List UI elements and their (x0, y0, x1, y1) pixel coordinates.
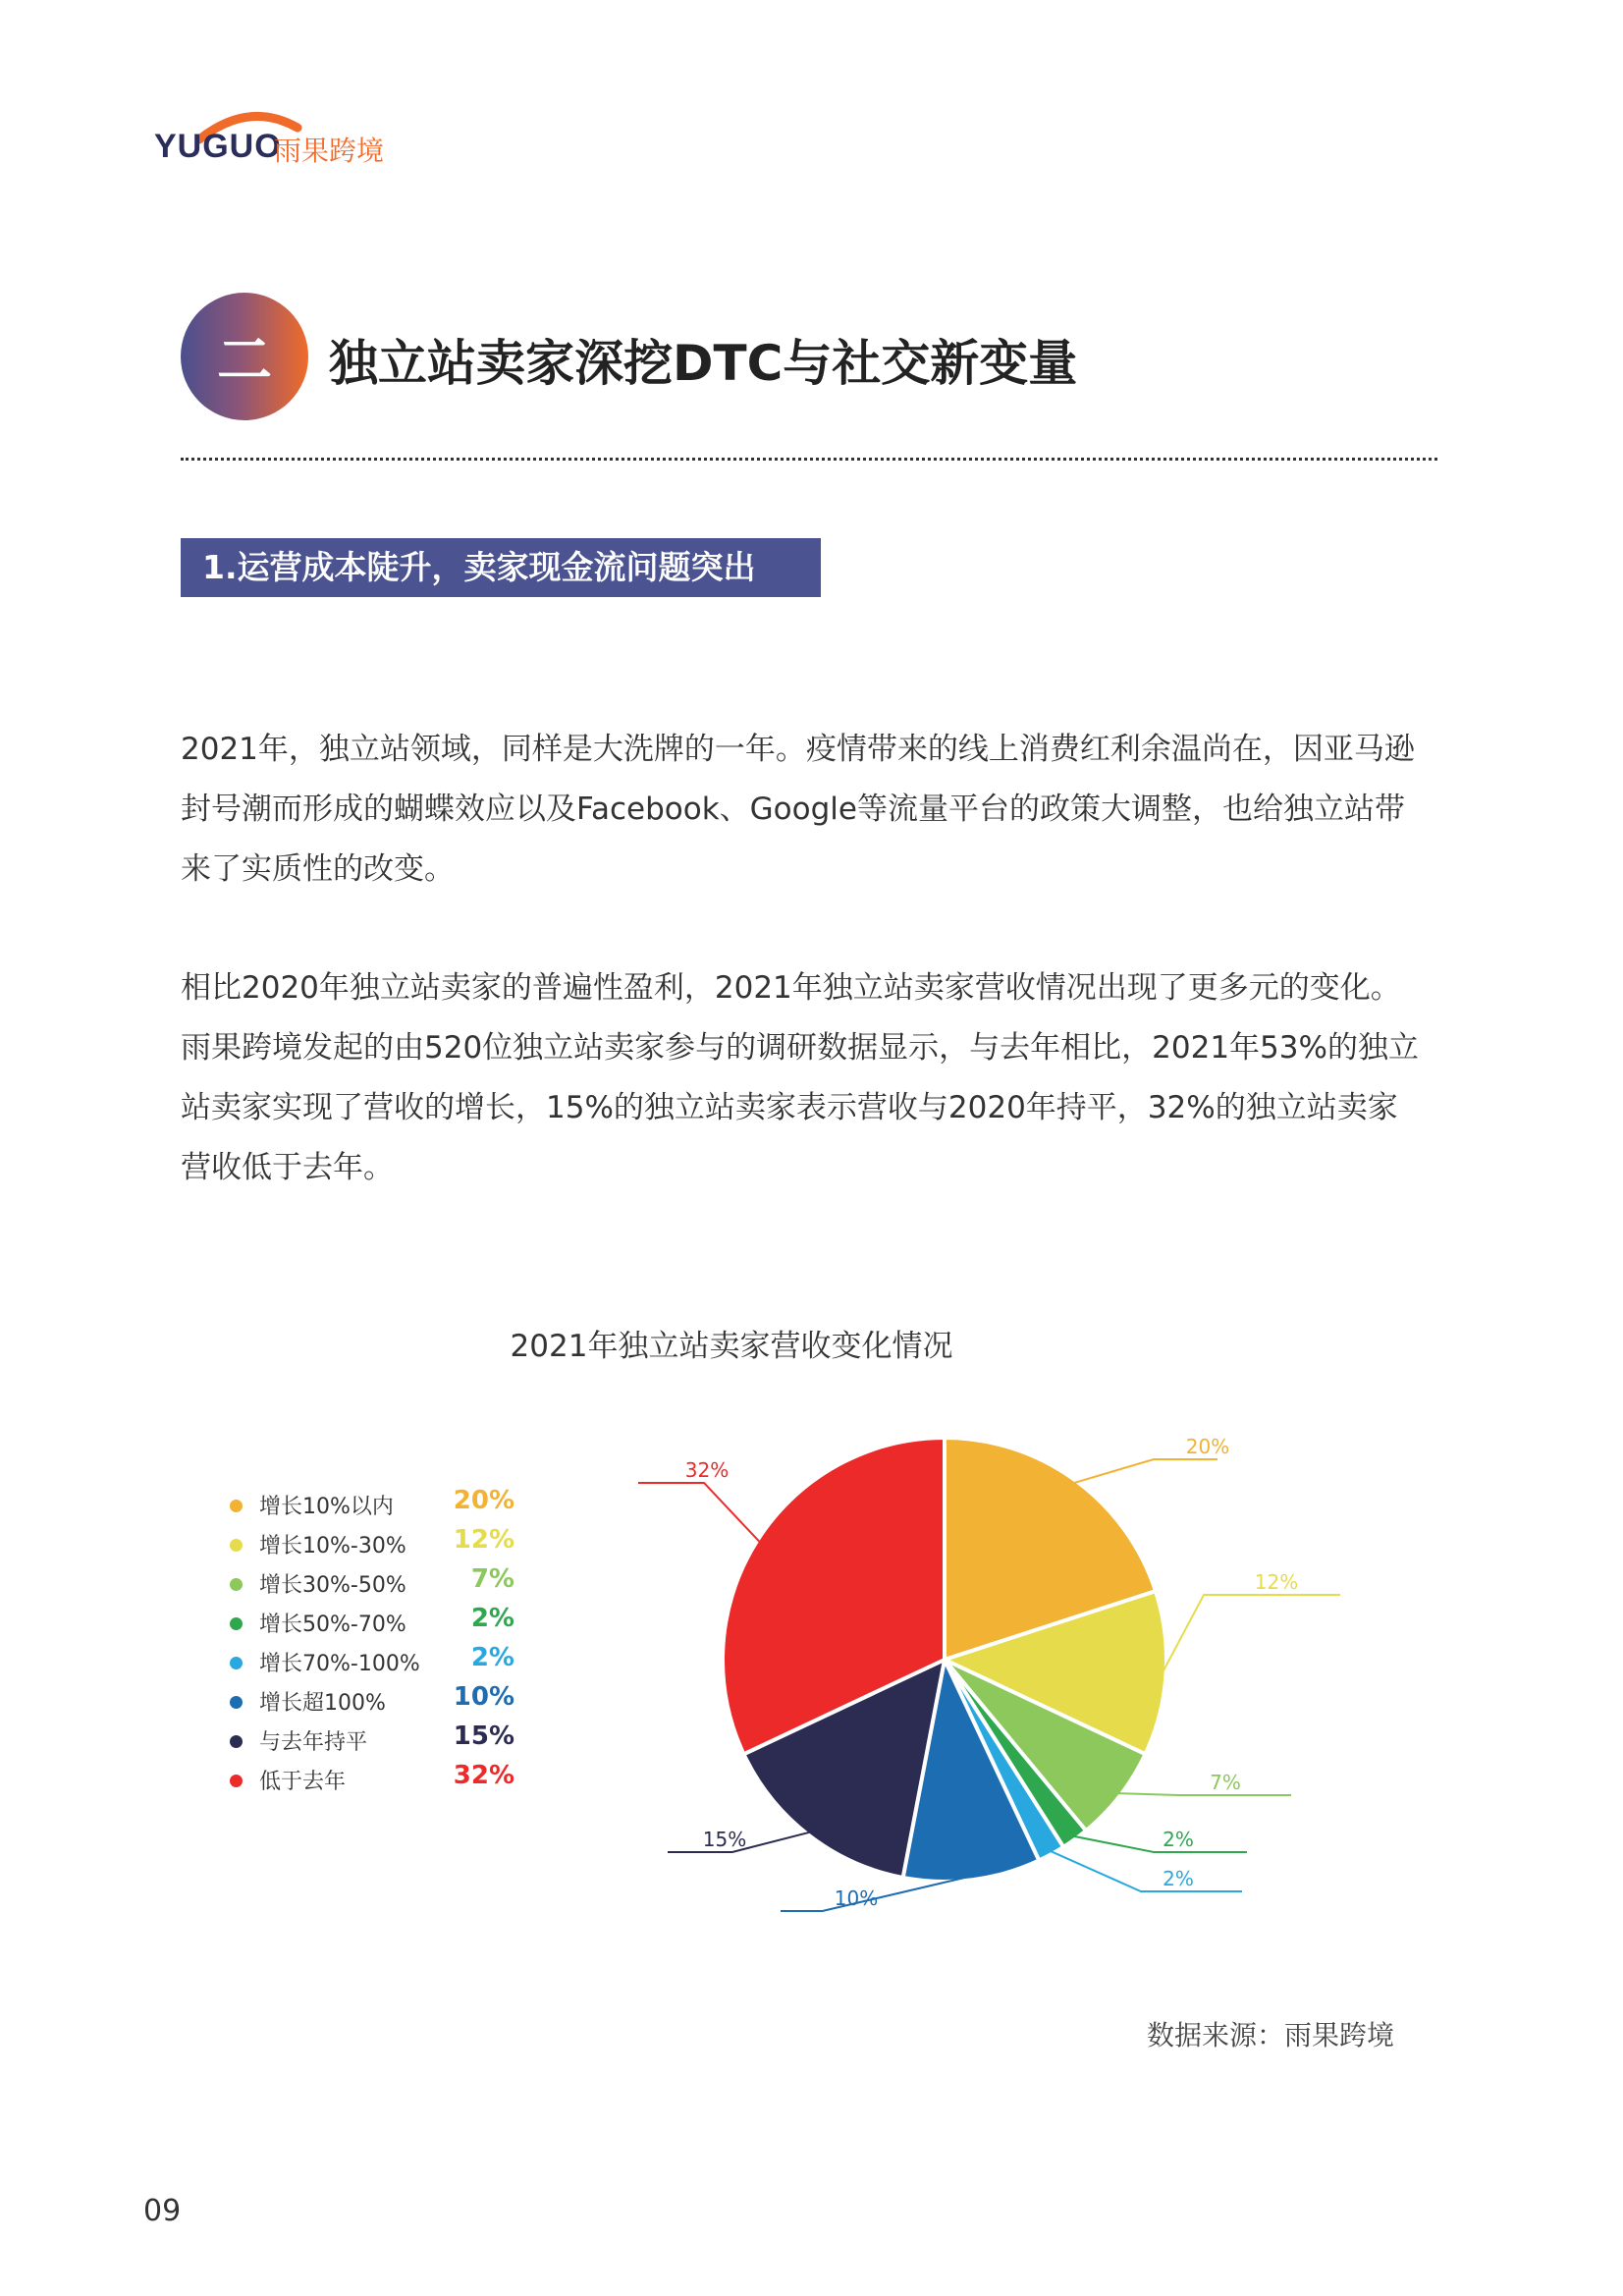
legend-label: 增长50%-70% (259, 1613, 406, 1637)
logo-cn-text: 雨果跨境 (274, 135, 385, 167)
legend-item (230, 1682, 514, 1722)
legend-swatch (230, 1539, 243, 1552)
legend-value: 2% (470, 1643, 514, 1672)
pie-chart (609, 1414, 1355, 1944)
legend-label: 增长30%-50% (259, 1573, 406, 1598)
section-number-badge: 二 (181, 293, 308, 420)
brand-logo (154, 106, 390, 165)
leader-line (638, 1483, 761, 1543)
legend-item (230, 1564, 514, 1604)
legend-label: 与去年持平 (259, 1730, 368, 1755)
legend-value: 20% (453, 1486, 514, 1515)
legend-swatch (230, 1617, 243, 1630)
slice-label: 15% (702, 1828, 747, 1851)
legend-value: 15% (453, 1722, 514, 1751)
leader-line (1072, 1836, 1247, 1852)
legend-item (230, 1525, 514, 1564)
leader-line (1072, 1459, 1217, 1483)
legend-value: 32% (453, 1761, 514, 1790)
legend-value: 7% (470, 1564, 514, 1594)
legend-label: 增长10%-30% (259, 1534, 406, 1558)
legend-swatch (230, 1657, 243, 1669)
slice-label: 2% (1163, 1867, 1194, 1890)
slice-label: 20% (1185, 1435, 1230, 1458)
chart-title: 2021年独立站卖家营收变化情况 (510, 1329, 953, 1364)
legend-item (230, 1722, 514, 1761)
legend-swatch (230, 1500, 243, 1512)
slice-label: 2% (1163, 1828, 1194, 1851)
section-title: 独立站卖家深挖DTC与社交新变量 (329, 335, 1078, 392)
legend-label: 增长70%-100% (259, 1652, 420, 1676)
legend-label: 增长10%以内 (259, 1495, 394, 1519)
logo-text: YUGUO (154, 128, 282, 165)
slice-label: 32% (684, 1458, 730, 1482)
legend-label: 增长超100% (259, 1691, 386, 1716)
legend-swatch (230, 1696, 243, 1709)
legend-swatch (230, 1735, 243, 1748)
legend-swatch (230, 1578, 243, 1591)
legend-value: 10% (453, 1682, 514, 1712)
legend-item (230, 1486, 514, 1525)
paragraph-2: 相比2020年独立站卖家的普遍性盈利，2021年独立站卖家营收情况出现了更多元的变化。雨果跨境发起的由520位独立站卖家参与的调研数据显示，与去年相比，2021年53%的独立站卖家实现了营收的增长，15%的独立站卖家表示营收与2020年持平，32%的独立站卖家营收低于去年。 (181, 970, 1419, 1185)
legend-item (230, 1604, 514, 1643)
legend-value: 12% (453, 1525, 514, 1555)
slice-label: 10% (834, 1886, 879, 1910)
leader-line (1116, 1793, 1291, 1795)
legend-item (230, 1643, 514, 1682)
legend-swatch (230, 1775, 243, 1787)
leader-line (1163, 1595, 1340, 1673)
legend-label: 低于去年 (259, 1770, 347, 1794)
leader-line (1050, 1851, 1242, 1891)
subheading-bar: 1.运营成本陡升，卖家现金流问题突出 (181, 538, 821, 597)
page-number: 09 (143, 2194, 182, 2228)
section-divider (181, 458, 1437, 461)
slice-label: 12% (1254, 1570, 1299, 1594)
paragraph-1: 2021年，独立站领域，同样是大洗牌的一年。疫情带来的线上消费红利余温尚在，因亚马逊封号潮而形成的蝴蝶效应以及Facebook、Google等流量平台的政策大调整，也给独立站带来了实质性的改变。 (181, 732, 1415, 887)
slice-label: 7% (1210, 1771, 1241, 1794)
legend-item (230, 1761, 514, 1800)
data-source: 数据来源：雨果跨境 (1147, 2019, 1395, 2051)
chart-legend (230, 1486, 514, 1800)
legend-value: 2% (470, 1604, 514, 1633)
